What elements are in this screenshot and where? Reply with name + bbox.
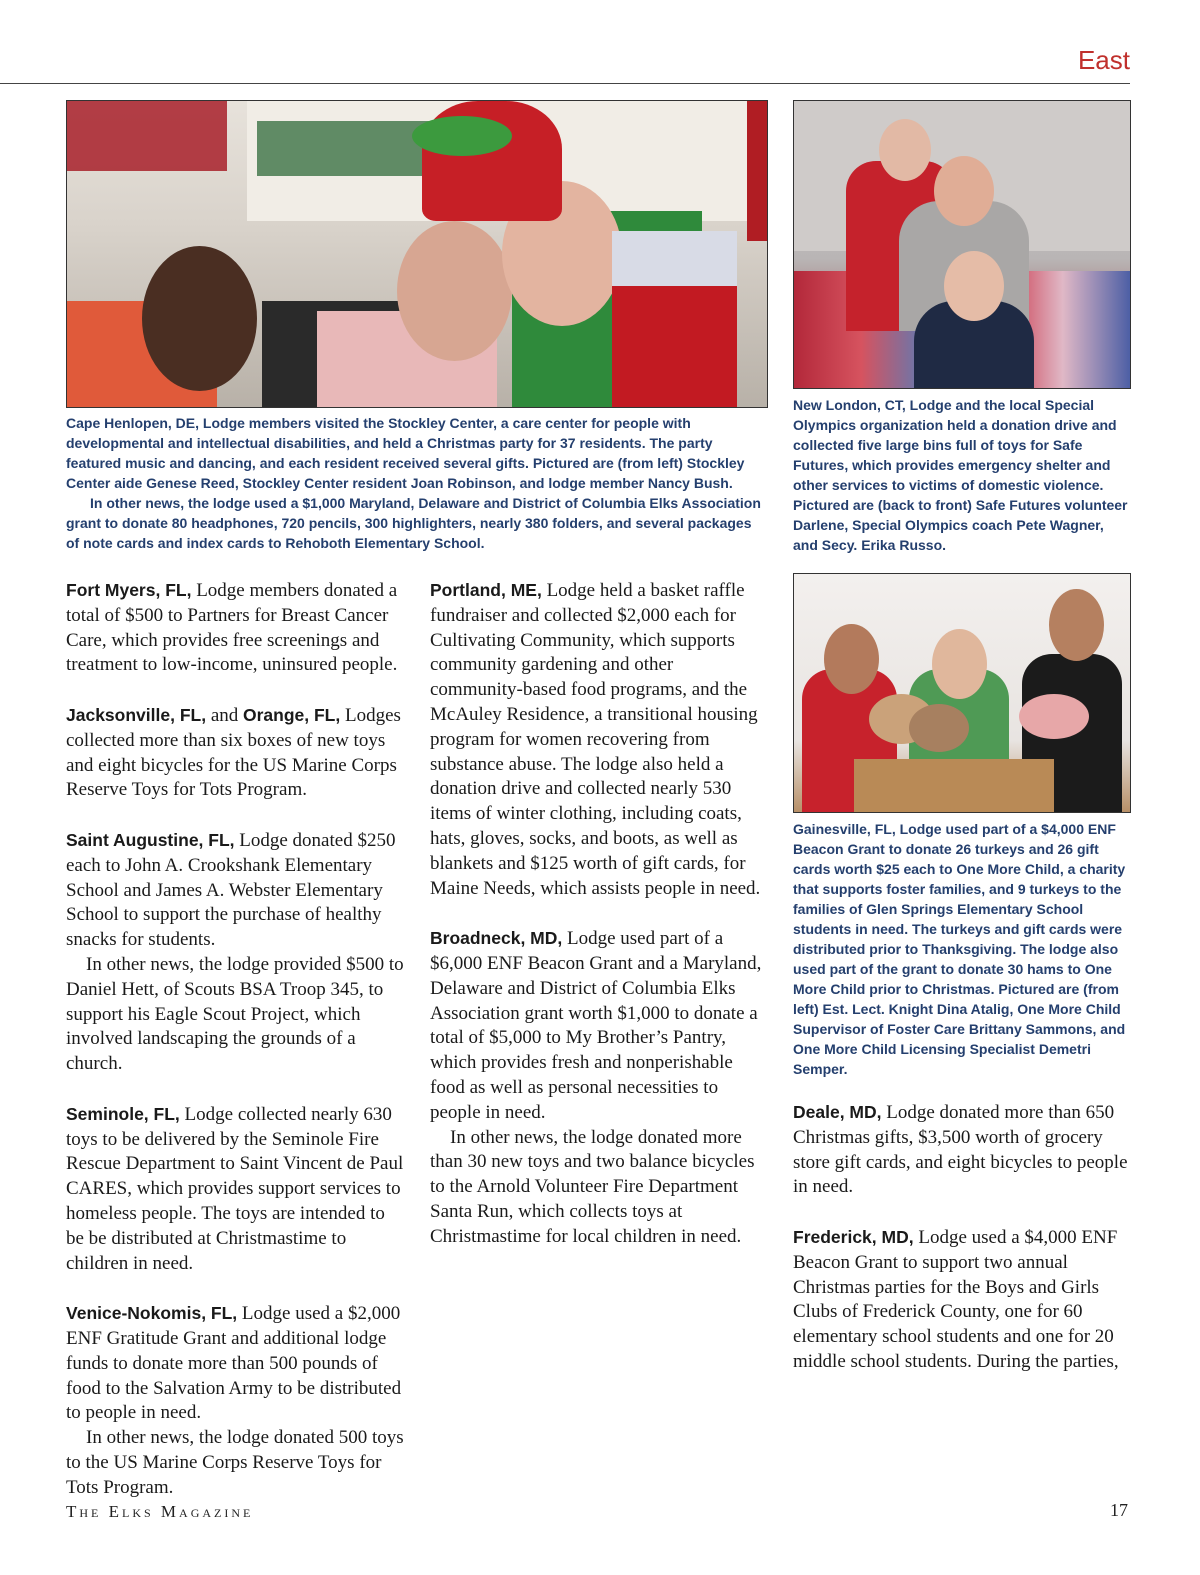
caption-text: Lodge and the local Special Olympics organization held a donation drive and collected five large bins full of toys for Safe Futures, which provides emergency shelter and other services to victims of domestic violence. Pictured are (back to front) Safe Futures volunteer Darlene, Special Olympics coach Pete Wagner, and Secy. Erika Russo. [793, 397, 1128, 553]
article-text: Lodge donated more than 650 Christmas gifts, $3,500 worth of grocery store gift cards, and eight bicycles to people in need. [793, 1102, 1128, 1198]
column-2 [430, 578, 770, 1274]
article-frederick [793, 1225, 1133, 1375]
gift-bag [612, 276, 737, 407]
article-seminole [66, 1102, 406, 1277]
article-broadneck [430, 926, 770, 1249]
poinsettia-decor [67, 101, 227, 171]
article-deale [793, 1100, 1133, 1200]
header-rule [0, 83, 1130, 84]
article-text: Lodge held a basket raffle fundraiser and collected $2,000 each for Cultivating Community, which supports community gardening and other community-based food programs, and the McAuley Residence, a transitional housing program for women recovering from substance abuse. The lodge also held a donation drive and collected nearly 530 items of winter clothing, including coats, hats, gloves, socks, and boots, as well as blankets and $125 worth of gift cards, for Maine Needs, which assists people in need. [430, 580, 761, 899]
person-left-head [824, 624, 879, 694]
article-lead: Orange, FL, [243, 704, 341, 725]
photo-gainesville [793, 573, 1131, 813]
article-fort-myers [66, 578, 406, 678]
article-lead: Deale, MD, [793, 1102, 882, 1122]
article-text: Lodge used a $2,000 ENF Gratitude Grant and additional lodge funds to donate more than 500 pounds of food to the Salvation Army to be distributed to people in need. [66, 1303, 402, 1424]
elf-hat-brim [412, 116, 512, 156]
caption-lead: Cape Henlopen, DE, [66, 415, 200, 431]
person-center-head [932, 629, 987, 699]
article-jacksonville [66, 703, 406, 803]
article-venice-nokomis [66, 1301, 406, 1500]
article-text: Lodge used part of a $6,000 ENF Beacon Grant and a Maryland, Delaware and District of Columbia Elks Association grant worth $1,000 to donate a total of $5,000 to My Brother’s Pantry, which provides fresh and nonperishable food as well as personal necessities to people in need. [430, 928, 762, 1123]
article-text: In other news, the lodge provided $500 to Daniel Hett, of Scouts BSA Troop 345, to support his Eagle Scout Project, which involved landscaping the grounds of a church. [66, 953, 404, 1075]
caption-gainesville [793, 819, 1129, 1079]
caption-text: In other news, the lodge used a $1,000 Maryland, Delaware and District of Columbia Elks Association grant to donate 80 headphones, 720 pencils, 300 highlighters, nearly 380 folders, and several packages of note cards and index cards to Rehoboth Elementary School. [66, 495, 761, 551]
person-back-head [879, 119, 931, 181]
magazine-title: The Elks Magazine [66, 1502, 254, 1521]
article-lead: Seminole, FL, [66, 1103, 180, 1124]
article-text: and [206, 704, 243, 726]
article-lead: Jacksonville, FL, [66, 704, 207, 725]
caption-cape-henlopen [66, 413, 766, 553]
article-lead: Venice-Nokomis, FL, [66, 1303, 238, 1324]
turkey [909, 704, 969, 752]
person-middle-head [934, 156, 994, 226]
article-text: Lodge used a $4,000 ENF Beacon Grant to support two annual Christmas parties for the Boys and Girls Clubs of Frederick County, one for 60 elementary school students and one for 20 middle school students. During the parties, [793, 1226, 1119, 1372]
article-text: In other news, the lodge donated 500 toys to the US Marine Corps Reserve Toys for Tots Program. [66, 1427, 404, 1498]
caption-lead: New London, CT, [793, 397, 906, 413]
photo-new-london [793, 100, 1131, 389]
article-lead: Portland, ME, [430, 580, 542, 600]
ham [1019, 694, 1089, 739]
person-right-head [1049, 589, 1104, 661]
article-lead: Frederick, MD, [793, 1226, 914, 1247]
person-center-head [397, 221, 512, 361]
caption-text: Lodge used part of a $4,000 ENF Beacon Grant to donate 26 turkeys and 26 gift cards worth $25 each to One More Child, a charity that supports foster families, and 9 turkeys to the families of Glen Springs Elementary School students in need. The turkeys and gift cards were distributed prior to Thanksgiving. The lodge also used part of the grant to donate 30 hams to One More Child prior to Christmas. Pictured are (from left) Est. Lect. Knight Dina Atalig, One More Child Supervisor of Foster Care Brittany Sammons, and One More Child Licensing Specialist Demetri Semper. [793, 821, 1126, 1077]
article-saint-augustine [66, 828, 406, 1077]
article-text: Lodge members donated a total of $500 to Partners for Breast Cancer Care, which provides free screenings and treatment to low-income, uninsured people. [66, 580, 398, 676]
article-text: Lodge collected nearly 630 toys to be delivered by the Seminole Fire Rescue Department to Saint Vincent de Paul CARES, which provides support services to homeless people. The toys are intended to be be distributed at Christmastime to children in need. [66, 1103, 404, 1274]
article-portland [430, 578, 770, 901]
article-lead: Fort Myers, FL, [66, 580, 192, 600]
article-lead: Saint Augustine, FL, [66, 829, 235, 850]
column-1 [66, 578, 406, 1525]
caption-new-london [793, 395, 1129, 555]
page-number: 17 [1110, 1500, 1128, 1520]
article-text: Lodge donated $250 each to John A. Crookshank Elementary School and James A. Webster Elementary School to support the purchase of healthy snacks for students. [66, 829, 396, 951]
article-text: In other news, the lodge donated more than 30 new toys and two balance bicycles to the Arnold Volunteer Fire Department Santa Run, which collects toys at Christmastime for local children in need. [430, 1126, 755, 1247]
column-3 [793, 1100, 1133, 1400]
photo-cape-henlopen [66, 100, 768, 408]
gift-bag-tissue [612, 231, 737, 286]
section-label: East [1077, 45, 1130, 75]
santa-figure [747, 101, 767, 241]
cardboard-box [854, 759, 1054, 812]
article-text: Lodges collected more than six boxes of new toys and eight bicycles for the US Marine Corps Reserve Toys for Tots Program. [66, 704, 401, 801]
person-left-head [142, 246, 257, 391]
person-front-head [944, 251, 1004, 321]
article-lead: Broadneck, MD, [430, 928, 563, 949]
caption-lead: Gainesville, FL, [793, 821, 896, 837]
caption-text: Lodge members visited the Stockley Center, a care center for people with developmental and intellectual disabilities, and held a Christmas party for 37 residents. The party featured music and dancing, and each resident received several gifts. Pictured are (from left) Stockley Center aide Genese Reed, Stockley Center resident Joan Robinson, and lodge member Nancy Bush. [66, 415, 745, 491]
